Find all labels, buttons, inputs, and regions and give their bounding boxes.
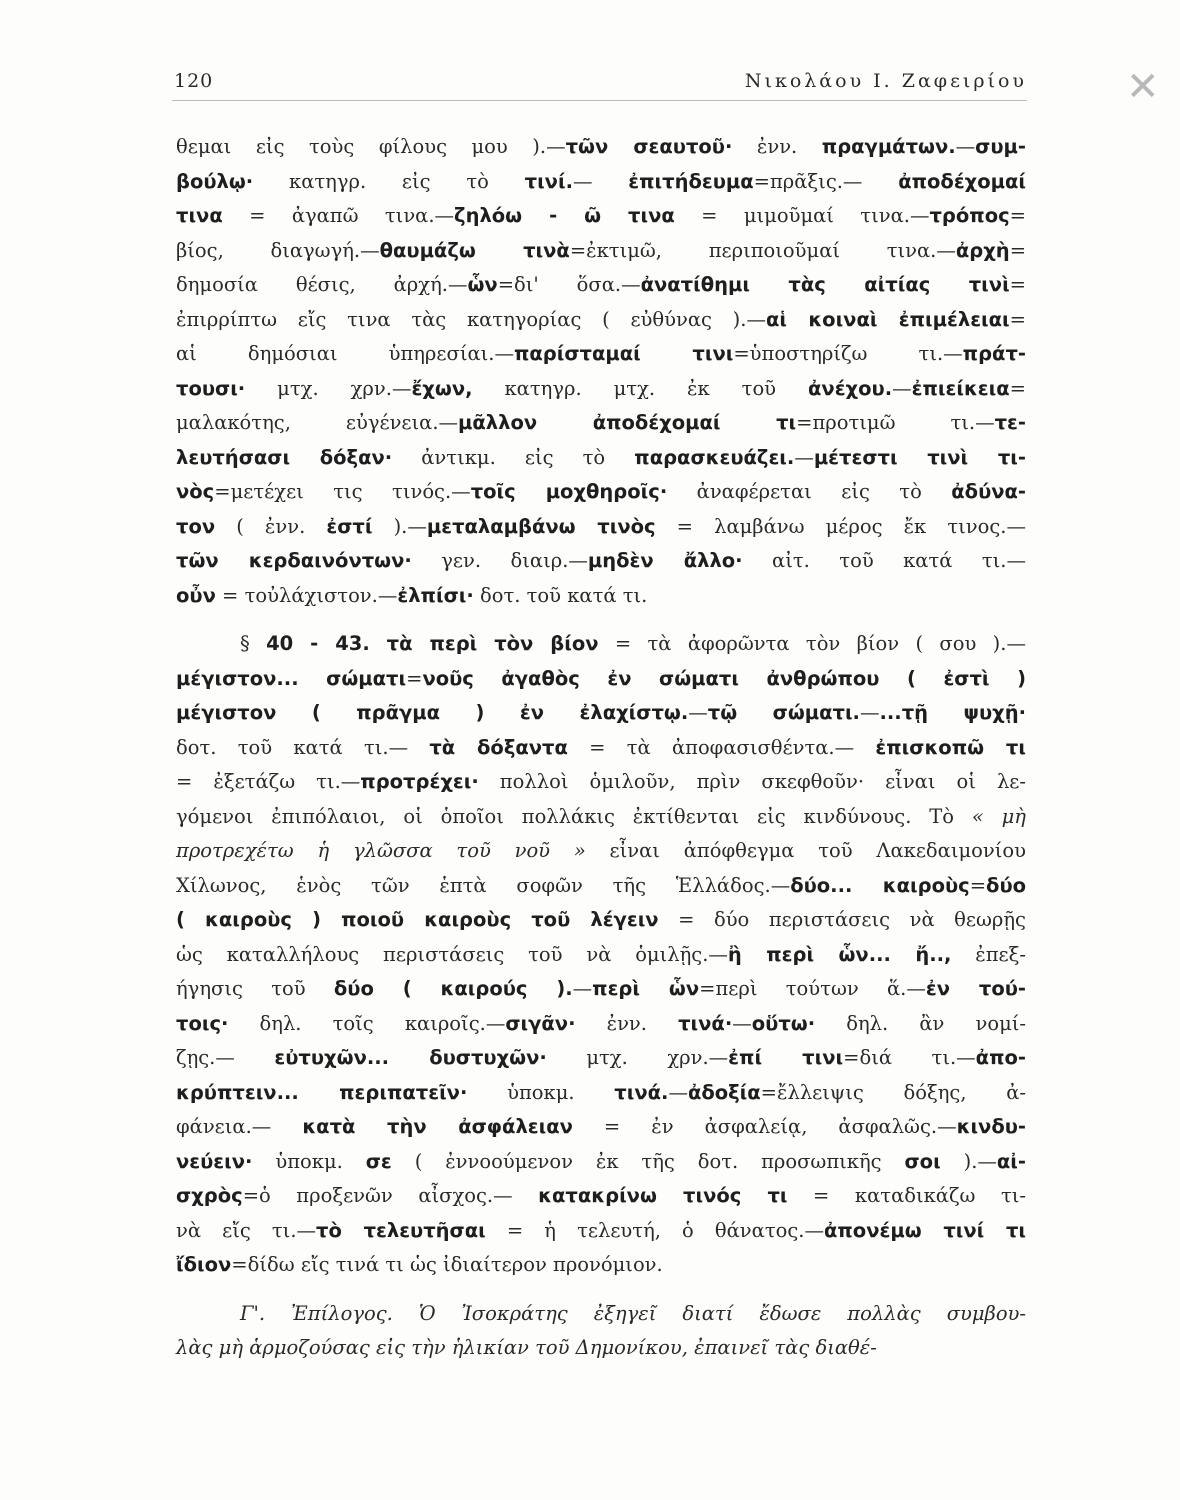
gloss-text: = τὰ ἀποφασισθέντα.— (567, 735, 876, 759)
bold-lemma: αἱ κοιναὶ ἐπιμέλειαι (766, 307, 1010, 331)
gloss-text: = ἀγαπῶ τινα.— (222, 204, 455, 227)
text-line (176, 869, 1026, 904)
gloss-text: ἐνν. (575, 1011, 679, 1035)
gloss-text: =ὁ προξενῶν αἶσχος.— (242, 1184, 539, 1207)
bold-lemma: μᾶλλον ἀποδέχομαί τι (458, 411, 797, 434)
bold-lemma: ὧν (467, 273, 498, 296)
gloss-text: — (892, 376, 912, 400)
text-line (176, 903, 1026, 938)
gloss-text: ἐπιρρίπτω εἴς τινα τὰς κατηγορίας ( εὐθύνας ).— (176, 307, 766, 331)
bold-lemma: βούλῳ· (176, 169, 254, 193)
gloss-text: θεμαι εἰς τοὺς φίλους μου ).— (176, 135, 566, 158)
italic-text: « μὴ (971, 804, 1026, 828)
bold-lemma: εὐτυχῶν... δυστυχῶν· (274, 1046, 547, 1069)
text-line (176, 303, 1026, 338)
gloss-text: = ἡ τελευτή, ὁ θάνατος.— (485, 1218, 824, 1242)
bold-lemma: ἐπισκοπῶ τι (875, 735, 1026, 759)
bold-lemma: ἀδοξία (687, 1080, 761, 1104)
gloss-text: μαλακότης, εὐγένεια.— (176, 411, 459, 434)
bold-lemma: σε (365, 1149, 392, 1173)
text-line (176, 510, 1026, 545)
gloss-text: φάνεια.— (176, 1115, 303, 1138)
bold-lemma: ἐπιτήδευμα (628, 169, 754, 193)
gloss-text: = (1009, 204, 1026, 227)
gloss-text: γεν. διαιρ.— (411, 549, 588, 572)
gloss-text: ( ἐνν. (215, 514, 327, 538)
gloss-text: ἐπεξ- (951, 942, 1026, 966)
bold-lemma: ἴδιον (176, 1253, 232, 1276)
text-line (176, 1331, 1026, 1366)
text-line (176, 372, 1026, 407)
bold-lemma: προτρέχει· (360, 770, 479, 793)
gloss-text: ὑποκμ. (467, 1080, 615, 1104)
text-line (176, 1248, 1026, 1283)
bold-lemma: τρόπος (929, 204, 1010, 227)
bold-lemma: σιγᾶν· (505, 1011, 576, 1035)
text-line (176, 627, 1026, 662)
bold-lemma: αἰ- (996, 1149, 1026, 1173)
text-line (176, 938, 1026, 973)
gloss-text: μτχ. χρν.— (245, 376, 412, 400)
text-line (176, 544, 1026, 579)
gloss-text: — (572, 169, 629, 193)
gloss-text: = (1009, 376, 1026, 400)
bold-lemma: νὸς (176, 480, 215, 503)
gloss-text: = (406, 666, 423, 690)
italic-text: προτρεχέτω ἡ γλῶσσα τοῦ νοῦ » (176, 839, 586, 862)
gloss-text: = μιμοῦμαί τινα.— (674, 204, 930, 227)
bold-lemma: ἐστί (326, 514, 373, 538)
bold-lemma: ἢ περὶ ὧν... ἤ.., (727, 942, 952, 966)
gloss-text: =δι' ὅσα.— (497, 273, 641, 296)
gloss-text: § (240, 632, 267, 655)
bold-lemma: ( καιροὺς ) ποιοῦ καιροὺς τοῦ λέγειν (176, 908, 659, 931)
gloss-text: — (794, 445, 814, 469)
gloss-text: =δίδω εἴς τινά τι ὡς ἰδιαίτερον προνόμιον. (231, 1253, 663, 1276)
gloss-text: = ἐξετάζω τι.— (176, 770, 361, 793)
gloss-text: ).— (940, 1149, 997, 1173)
gloss-text: ἐνν. (732, 135, 822, 158)
bold-lemma: τινί. (524, 169, 573, 193)
gloss-text: μτχ. χρν.— (546, 1046, 729, 1069)
gloss-text: αἱ δημόσιαι ὑπηρεσίαι.— (176, 342, 514, 365)
text-line (176, 1214, 1026, 1249)
bold-lemma: μέγιστον... σώματι (176, 666, 407, 690)
text-line (176, 234, 1026, 269)
gloss-text: δηλ. ἂν νομί- (815, 1011, 1026, 1035)
gloss-text: =ἐκτιμῶ, περιποιοῦμαί τινα.— (569, 238, 956, 262)
bold-lemma: δύο ( καιρούς ). (333, 977, 573, 1000)
italic-text: Γ'. Ἐπίλογος. Ὁ Ἰσοκράτης ἐξηγεῖ διατί ἔδωσε πολλὰς συμβου- (240, 1301, 1026, 1325)
text-line (176, 1041, 1026, 1076)
bold-lemma: ἀποδέχομαί (898, 169, 1026, 193)
bold-lemma: σχρὸς (176, 1184, 243, 1207)
gloss-text: ).— (372, 514, 427, 538)
gloss-text: = λαμβάνω μέρος ἔκ τινος.— (655, 514, 1026, 538)
gloss-text: βίος, διαγωγή.— (176, 238, 380, 262)
text-line (176, 765, 1026, 800)
gloss-text: κατηγρ. εἰς τὸ (253, 169, 525, 193)
text-line (176, 165, 1026, 200)
bold-lemma: ἐλπίσι· (397, 583, 474, 607)
bold-lemma: τινα (176, 204, 223, 227)
bold-lemma: δύο (986, 873, 1027, 897)
bold-lemma: νεύειν· (176, 1149, 253, 1173)
gloss-text: νὰ εἴς τι.— (176, 1218, 317, 1242)
text-line (176, 130, 1026, 165)
body-text (176, 130, 1026, 1366)
bold-lemma: τὰ δόξαντα (429, 735, 568, 759)
text-line (176, 406, 1026, 441)
gloss-text: — (955, 135, 976, 158)
gloss-text: = τὰ ἀφορῶντα τὸν βίον ( σου ).— (598, 632, 1026, 655)
bold-lemma: ἐπί τινι (728, 1046, 844, 1069)
text-line (176, 1179, 1026, 1214)
gloss-text: ὡς καταλλήλους περιστάσεις τοῦ νὰ ὁμιλῇς.— (176, 942, 728, 966)
gloss-text: γόμενοι ἐπιπόλαιοι, οἱ ὁποῖοι πολλάκις ἐκτίθενται εἰς κινδύνους. Τὸ (176, 804, 972, 828)
text-line (176, 1297, 1026, 1332)
bold-lemma: τοῖς μοχθηροῖς· (470, 480, 668, 503)
bold-lemma: ζηλόω - ῶ τινα (454, 204, 675, 227)
running-title: Νικολάου Ι. Ζαφειρίου (744, 70, 1027, 92)
bold-lemma: τινά. (614, 1080, 669, 1104)
gloss-text: Χίλωνος, ἑνὸς τῶν ἑπτὰ σοφῶν τῆς Ἑλλάδος.— (176, 873, 791, 897)
bold-lemma: ἐν τού- (925, 977, 1026, 1000)
bold-lemma: τὸ τελευτῆσαι (316, 1218, 486, 1242)
gloss-text: δοτ. τοῦ κατά τι. (473, 583, 648, 607)
bold-lemma: ἀνατίθημι τὰς αἰτίας τινὶ (640, 273, 1010, 296)
margin-ink-mark: ✕ (1126, 64, 1160, 110)
gloss-text: ὑποκμ. (252, 1149, 366, 1173)
bold-lemma: οὖν (176, 583, 216, 607)
paragraph-gap (176, 1283, 1026, 1297)
bold-lemma: μέγιστον ( πρᾶγμα ) ἐν ἐλαχίστῳ. (176, 701, 689, 724)
bold-lemma: 40 - 43. τὰ περὶ τὸν βίον (266, 632, 599, 655)
text-line (176, 1007, 1026, 1042)
text-line (176, 800, 1026, 835)
gloss-text: = (1009, 307, 1026, 331)
gloss-text: αἰτ. τοῦ κατά τι.— (742, 549, 1027, 572)
bold-lemma: τουσι· (176, 376, 246, 400)
bold-lemma: ἀπο- (975, 1046, 1026, 1069)
bold-lemma: κρύπτειν... περιπατεῖν· (176, 1080, 468, 1104)
gloss-text: =μετέχει τις τινός.— (214, 480, 471, 503)
text-line (176, 972, 1026, 1007)
bold-lemma: περὶ ὧν (592, 977, 700, 1000)
bold-lemma: σοι (904, 1149, 941, 1173)
bold-lemma: κατὰ τὴν ἀσφάλειαν (302, 1115, 573, 1138)
gloss-text: ( ἐννοούμενον ἐκ τῆς δοτ. προσωπικῆς (391, 1149, 905, 1173)
bold-lemma: ἀνέχου. (808, 376, 893, 400)
text-line (176, 1110, 1026, 1145)
gloss-text: =προτιμῶ τι.— (796, 411, 995, 434)
gloss-text: — (732, 1011, 752, 1035)
gloss-text: δημοσία θέσις, ἀρχή.— (176, 273, 468, 296)
text-line (176, 475, 1026, 510)
bold-lemma: λευτήσασι δόξαν· (176, 445, 393, 469)
bold-lemma: ἐπιείκεια (911, 376, 1010, 400)
gloss-text: — (668, 1080, 688, 1104)
bold-lemma: πράτ- (962, 342, 1026, 365)
text-line (176, 1076, 1026, 1111)
gloss-text: ἀναφέρεται εἰς τὸ (667, 480, 952, 503)
text-line (176, 268, 1026, 303)
text-line (176, 731, 1026, 766)
page-header (172, 66, 1027, 101)
bold-lemma: μεταλαμβάνω τινὸς (426, 514, 656, 538)
bold-lemma: πραγμάτων. (821, 135, 956, 158)
gloss-text: ζῃς.— (176, 1046, 275, 1069)
gloss-text: = (969, 873, 987, 897)
bold-lemma: ἀδύνα- (951, 480, 1027, 503)
bold-lemma: τον (176, 514, 216, 538)
gloss-text: — (572, 977, 593, 1000)
text-line (176, 662, 1026, 697)
bold-lemma: κατακρίνω τινός τι (538, 1184, 788, 1207)
gloss-text: = τοὐλάχιστον.— (215, 583, 398, 607)
text-line (176, 834, 1026, 869)
gloss-text: = ἐν ἀσφαλείᾳ, ἀσφαλῶς.— (572, 1115, 957, 1138)
gloss-text: δηλ. τοῖς καιροῖς.— (228, 1011, 506, 1035)
bold-lemma: τινά· (678, 1011, 733, 1035)
bold-lemma: ἀπονέμω τινί τι (823, 1218, 1026, 1242)
bold-lemma: δύο... καιροὺς (790, 873, 970, 897)
gloss-text: =διά τι.— (843, 1046, 976, 1069)
gloss-text: πολλοὶ ὁμιλοῦν, πρὶν σκεφθοῦν· εἶναι οἱ λε- (478, 770, 1026, 793)
gloss-text: — (859, 701, 880, 724)
text-line (176, 441, 1026, 476)
bold-lemma: νοῦς ἀγαθὸς ἐν σώματι ἀνθρώπου ( ἐστὶ ) (422, 666, 1026, 690)
bold-lemma: ...τῇ ψυχῇ· (879, 701, 1027, 724)
gloss-text: =ὑποστηρίζω τι.— (733, 342, 963, 365)
gloss-text: = δύο περιστάσεις νὰ θεωρῇς (658, 908, 1026, 931)
bold-lemma: ἔχων, (411, 376, 473, 400)
gloss-text: =πρᾶξις.— (753, 169, 899, 193)
paragraph-gap (176, 613, 1026, 627)
text-line (176, 199, 1026, 234)
gloss-text: = καταδικάζω τι- (787, 1184, 1027, 1207)
bold-lemma: παρίσταμαί τινι (513, 342, 734, 365)
bold-lemma: συμ- (975, 135, 1026, 158)
gloss-text: = (1009, 238, 1027, 262)
gloss-text: =περὶ τούτων ἅ.— (699, 977, 926, 1000)
bold-lemma: τῷ σώματι. (707, 701, 860, 724)
bold-lemma: τοις· (176, 1011, 229, 1035)
bold-lemma: τῶν κερδαινόντων· (176, 549, 412, 572)
bold-lemma: τε- (994, 411, 1026, 434)
bold-lemma: θαυμάζω τινὰ (379, 238, 570, 262)
gloss-text: ήγησις τοῦ (176, 977, 334, 1000)
text-line (176, 1145, 1026, 1180)
italic-text: λὰς μὴ ἁρμοζούσας εἰς τὴν ἡλικίαν τοῦ Δημονίκου, ἐπαινεῖ τὰς διαθέ- (176, 1336, 877, 1359)
page-number: 120 (174, 70, 214, 92)
text-line (176, 696, 1026, 731)
bold-lemma: μηδὲν ἄλλο· (587, 549, 743, 572)
gloss-text: δοτ. τοῦ κατά τι.— (176, 735, 430, 759)
bold-lemma: κινδυ- (956, 1115, 1026, 1138)
gloss-text: κατηγρ. μτχ. ἐκ τοῦ (472, 376, 809, 400)
gloss-text: εἶναι ἀπόφθεγμα τοῦ Λακεδαιμονίου (585, 839, 1026, 862)
bold-lemma: τῶν σεαυτοῦ· (565, 135, 733, 158)
gloss-text: =ἔλλειψις δόξης, ἀ- (760, 1080, 1027, 1104)
text-line (176, 579, 1026, 614)
gloss-text: = (1009, 273, 1027, 296)
gloss-text: ἀντικμ. εἰς τὸ (392, 445, 635, 469)
bold-lemma: οὕτω· (751, 1011, 816, 1035)
gloss-text: — (688, 701, 708, 724)
bold-lemma: μέτεστι τινὶ τι- (813, 445, 1026, 469)
text-line (176, 337, 1026, 372)
bold-lemma: παρασκευάζει. (634, 445, 795, 469)
bold-lemma: ἀρχὴ (955, 238, 1010, 262)
